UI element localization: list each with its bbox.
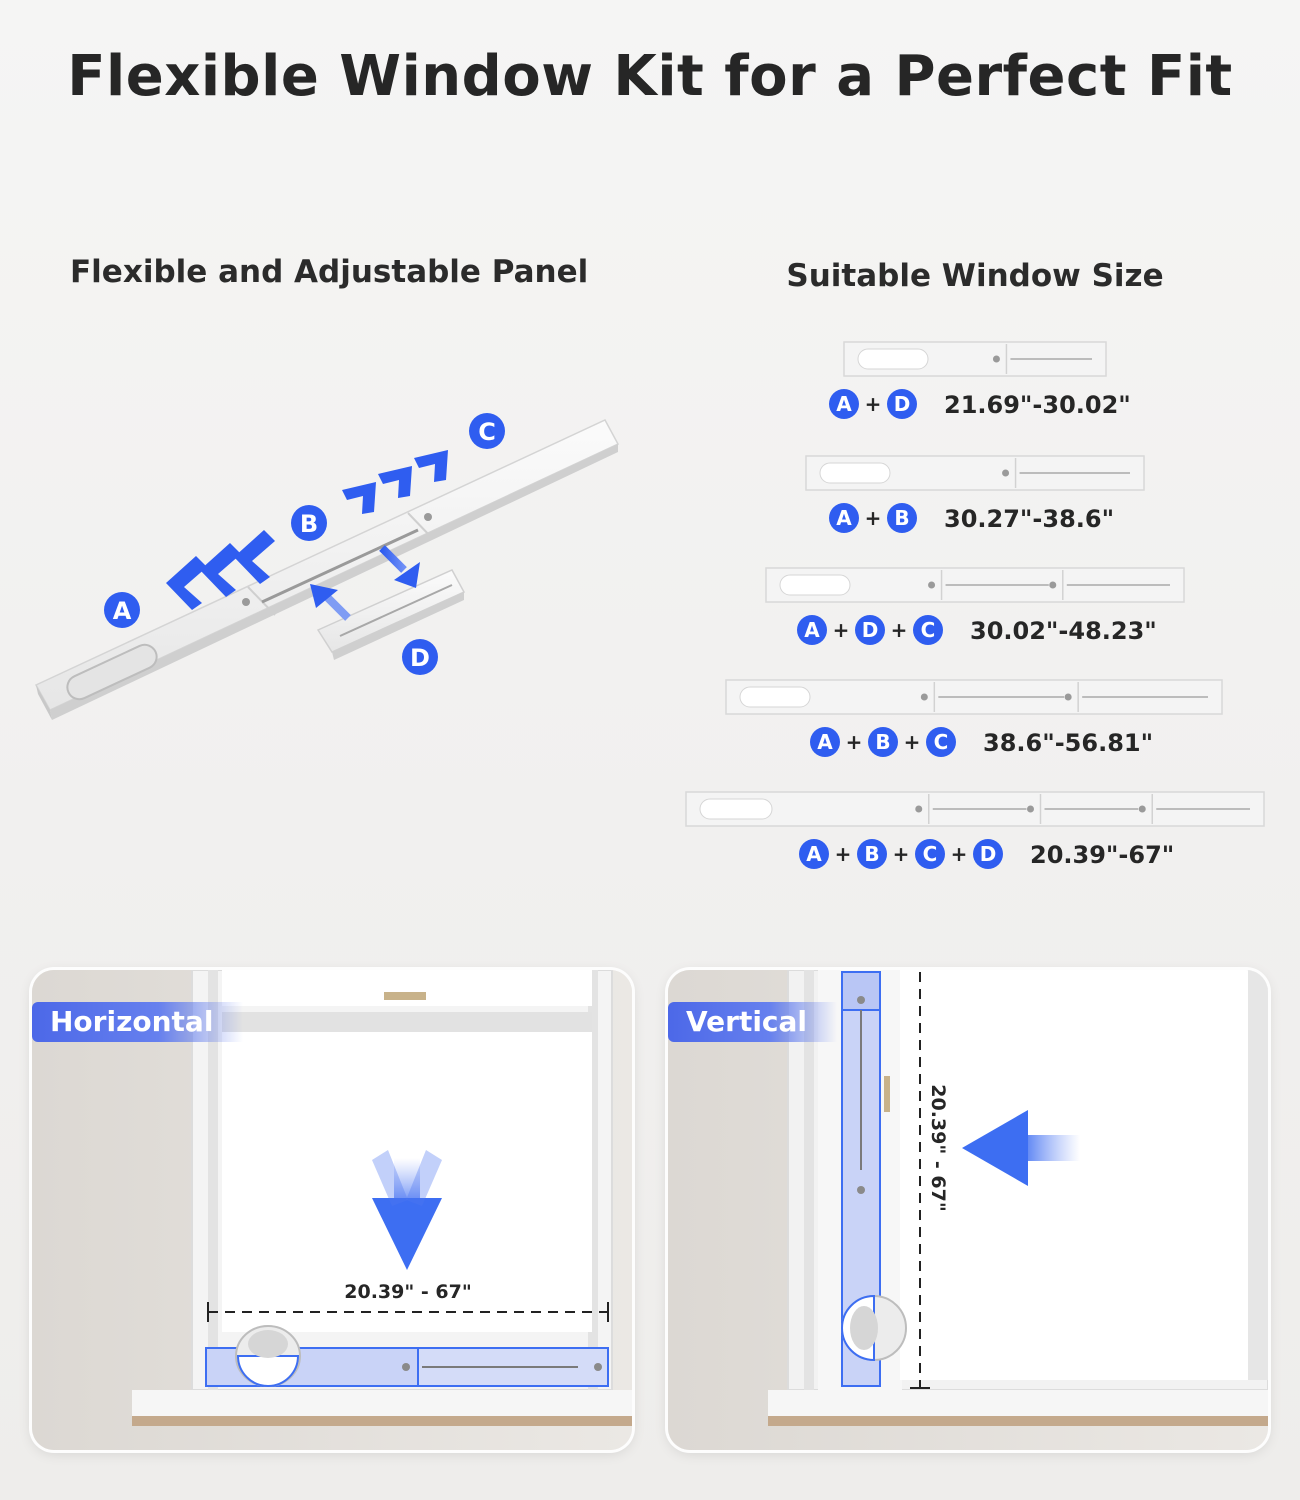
vertical-label: Vertical [668, 1002, 837, 1042]
size-row [766, 568, 1184, 645]
part-badge [926, 727, 956, 757]
page-title: Flexible Window Kit for a Perfect Fit [67, 44, 1233, 109]
right-heading: Suitable Window Size [786, 258, 1164, 294]
hose-slot [740, 687, 810, 707]
size-range: 21.69"-30.02" [944, 391, 1131, 419]
plus-sign: + [950, 842, 968, 866]
horizontal-install-card [32, 970, 632, 1450]
part-badge-text: C [933, 730, 949, 754]
hose-slot [780, 575, 850, 595]
vertical-window-illustration [668, 970, 1268, 1450]
size-configurations [660, 330, 1300, 890]
part-badge [868, 727, 898, 757]
screw [1027, 806, 1034, 813]
part-badge [915, 839, 945, 869]
hose-slot [858, 349, 928, 369]
screw [915, 806, 922, 813]
hose-slot [820, 463, 890, 483]
size-row [829, 342, 1131, 419]
size-range: 30.27"-38.6" [944, 505, 1115, 533]
part-badge-text: C [920, 618, 936, 642]
badge-c [469, 413, 505, 449]
size-row [806, 456, 1144, 533]
plus-sign: + [903, 730, 921, 754]
screw [1065, 694, 1072, 701]
horizontal-measurement: 20.39" - 67" [344, 1281, 472, 1303]
part-badge [810, 727, 840, 757]
part-badge-text: B [875, 730, 891, 754]
hose-slot [700, 799, 772, 819]
size-row [686, 792, 1264, 869]
screw [1139, 806, 1146, 813]
screw [928, 582, 935, 589]
part-badge [797, 615, 827, 645]
badge-b [291, 505, 327, 541]
part-badge [887, 503, 917, 533]
part-badge-text: D [861, 618, 879, 642]
plus-sign: + [832, 618, 850, 642]
vertical-install-card [668, 970, 1268, 1450]
part-badge [913, 615, 943, 645]
part-badge-text: A [804, 618, 820, 642]
screw [1049, 582, 1056, 589]
badge-c-text: C [478, 418, 496, 446]
part-badge [799, 839, 829, 869]
panel-illustration [0, 380, 660, 760]
size-row [726, 680, 1222, 757]
badge-b-text: B [299, 510, 319, 538]
part-badge-text: C [922, 842, 938, 866]
part-badge [973, 839, 1003, 869]
screw [1002, 470, 1009, 477]
part-badge-text: D [979, 842, 997, 866]
horizontal-label: Horizontal [32, 1002, 243, 1042]
plus-sign: + [890, 618, 908, 642]
part-badge [887, 389, 917, 419]
part-badge [855, 615, 885, 645]
part-badge [857, 839, 887, 869]
size-range: 38.6"-56.81" [983, 729, 1154, 757]
plus-sign: + [892, 842, 910, 866]
part-badge-text: B [894, 506, 910, 530]
plus-sign: + [834, 842, 852, 866]
exhaust-hose-icon-vertical [842, 1296, 906, 1360]
size-range: 30.02"-48.23" [970, 617, 1157, 645]
screw [993, 356, 1000, 363]
part-badge-text: B [864, 842, 880, 866]
size-range: 20.39"-67" [1030, 841, 1175, 869]
extract-arrow-icon [310, 584, 348, 618]
part-badge [829, 503, 859, 533]
plus-sign: + [864, 392, 882, 416]
plus-sign: + [864, 506, 882, 530]
panel-assembly [36, 420, 618, 720]
part-badge-text: A [806, 842, 822, 866]
badge-a [104, 592, 140, 628]
part-badge [829, 389, 859, 419]
screw [921, 694, 928, 701]
part-badge-text: A [836, 506, 852, 530]
left-heading: Flexible and Adjustable Panel [70, 254, 589, 290]
plus-sign: + [845, 730, 863, 754]
exhaust-hose-icon [236, 1326, 300, 1386]
badge-a-text: A [112, 597, 132, 625]
vertical-measurement: 20.39" - 67" [927, 1084, 949, 1212]
badge-d-text: D [410, 644, 430, 672]
horizontal-window-illustration [32, 970, 632, 1450]
part-badge-text: D [893, 392, 911, 416]
part-badge-text: A [836, 392, 852, 416]
part-badge-text: A [817, 730, 833, 754]
badge-d [402, 639, 438, 675]
